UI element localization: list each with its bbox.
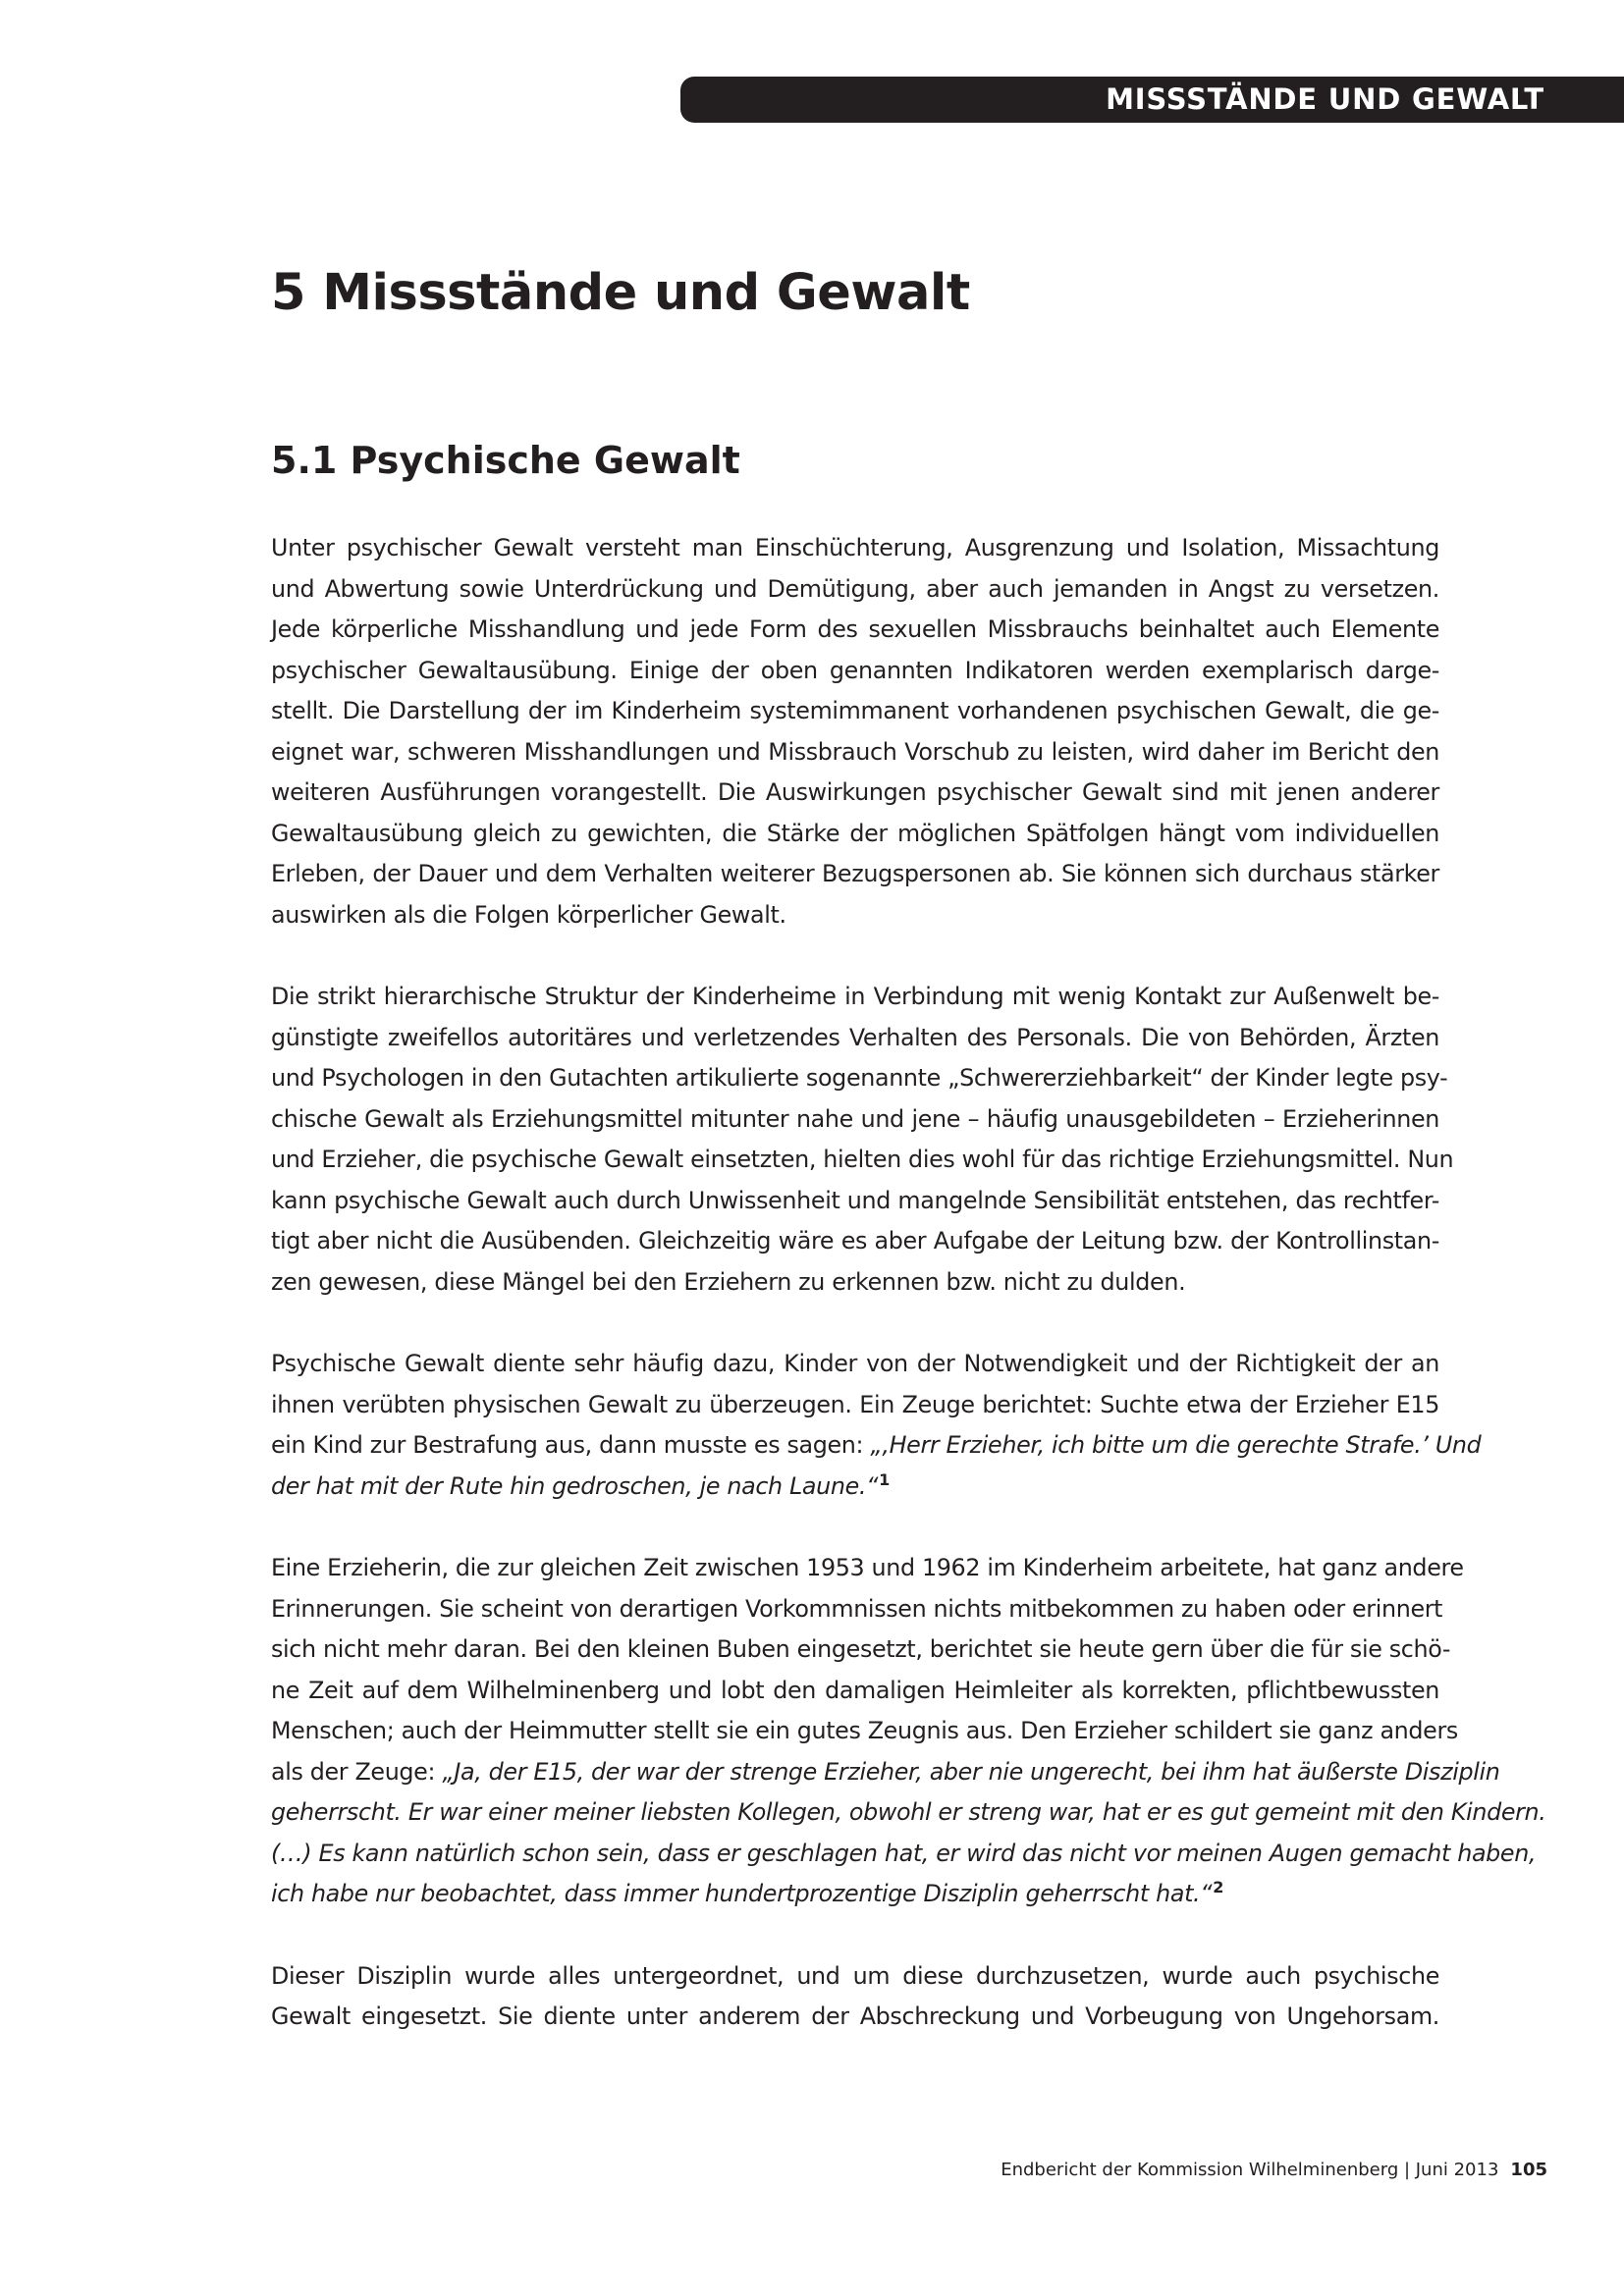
running-header-title: MISSSTÄNDE UND GEWALT <box>1106 82 1544 116</box>
quote-line: (…) Es kann natürlich schon sein, dass er geschlagen hat, er wird das nicht vor meinen Augen gemacht haben, <box>271 1839 1537 1867</box>
text-line: Die strikt hierarchische Struktur der Kinderheime in Verbindung mit wenig Kontakt zur Außenwelt be- <box>271 983 1439 1010</box>
paragraph-3 <box>271 1344 1482 1507</box>
text-line: Gewaltausübung gleich zu gewichten, die Stärke der möglichen Spätfolgen hängt vom individuellen <box>271 819 1439 847</box>
text-line-with-quote <box>271 1467 1439 1508</box>
text-line-with-quote <box>271 1874 1439 1915</box>
text-line-with-quote <box>271 1425 1482 1467</box>
text-line: eignet war, schweren Misshandlungen und Missbrauch Vorschub zu leisten, wird daher im Bericht den <box>271 737 1439 766</box>
running-header-bar <box>680 77 1624 123</box>
footnote-ref[interactable]: 2 <box>1213 1878 1224 1896</box>
chapter-title: 5 Missstände und Gewalt <box>271 264 970 322</box>
text-line: Menschen; auch der Heimmutter stellt sie ein gutes Zeugnis aus. Den Erzieher schildert sie ganz anders <box>271 1717 1458 1744</box>
text-line: psychischer Gewaltausübung. Einige der oben genannten Indikatoren werden exemplarisch darge- <box>271 656 1439 684</box>
paragraph-1 <box>271 528 1439 935</box>
text-line: stellt. Die Darstellung der im Kinderheim systemimmanent vorhandenen psychischen Gewalt, die ge- <box>271 697 1439 724</box>
paragraph-4 <box>271 1548 1546 1915</box>
text-line: auswirken als die Folgen körperlicher Gewalt. <box>271 900 786 929</box>
text-line: Erleben, der Dauer und dem Verhalten weiterer Bezugspersonen ab. Sie können sich durchaus stärker <box>271 860 1439 887</box>
footer-text: Endbericht der Kommission Wilhelminenberg | Juni 2013 <box>1001 2160 1499 2180</box>
text-line: Dieser Disziplin wurde alles untergeordnet, und um diese durchzusetzen, wurde auch psychische <box>271 1961 1439 1990</box>
text-line: Unter psychischer Gewalt versteht man Einschüchterung, Ausgrenzung und Isolation, Missachtung <box>271 534 1439 561</box>
text-line: Eine Erzieherin, die zur gleichen Zeit zwischen 1953 und 1962 im Kinderheim arbeitete, hat ganz andere <box>271 1554 1464 1581</box>
text-line: und Abwertung sowie Unterdrückung und Demütigung, aber auch jemanden in Angst zu versetzen. <box>271 574 1439 603</box>
quote-text: der hat mit der Rute hin gedroschen, je nach Laune.“ <box>271 1471 879 1500</box>
quote-line: geherrscht. Er war einer meiner liebsten Kollegen, obwohl er streng war, hat er es gut gemeint mit den Kindern. <box>271 1798 1546 1826</box>
page-footer <box>1001 2157 1547 2184</box>
text-line: ihnen verübten physischen Gewalt zu überzeugen. Ein Zeuge berichtet: Suchte etwa der Erzieher E15 <box>271 1390 1439 1418</box>
text-line: Psychische Gewalt diente sehr häufig dazu, Kinder von der Notwendigkeit und der Richtigkeit der an <box>271 1350 1439 1377</box>
paragraph-5 <box>271 1956 1439 2038</box>
text-line-with-quote <box>271 1752 1500 1793</box>
text-line: und Psychologen in den Gutachten artikulierte sogenannte „Schwererziehbarkeit“ der Kinder legte psy- <box>271 1064 1448 1092</box>
text-line: tigt aber nicht die Ausübenden. Gleichzeitig wäre es aber Aufgabe der Leitung bzw. der Kontrollinstan- <box>271 1227 1439 1255</box>
text-line: günstigte zweifellos autoritäres und verletzendes Verhalten des Personals. Die von Behörden, Ärzten <box>271 1023 1439 1051</box>
text-line: weiteren Ausführungen vorangestellt. Die Auswirkungen psychischer Gewalt sind mit jenen anderer <box>271 778 1439 806</box>
text-line: zen gewesen, diese Mängel bei den Erziehern zu erkennen bzw. nicht zu dulden. <box>271 1267 1186 1296</box>
text-segment: ein Kind zur Bestrafung aus, dann musste es sagen: <box>271 1431 871 1459</box>
text-segment: als der Zeuge: <box>271 1757 443 1786</box>
text-line: kann psychische Gewalt auch durch Unwissenheit und mangelnde Sensibilität entstehen, das rechtfer- <box>271 1186 1439 1214</box>
footnote-ref[interactable]: 1 <box>879 1469 890 1489</box>
text-line: chische Gewalt als Erziehungsmittel mitunter nahe und jene – häufig unausgebildeten – Erzieherinnen <box>271 1104 1439 1133</box>
paragraph-2 <box>271 977 1454 1303</box>
section-title: 5.1 Psychische Gewalt <box>271 439 740 482</box>
text-line: ne Zeit auf dem Wilhelminenberg und lobt den damaligen Heimleiter als korrekten, pflichtbewussten <box>271 1676 1439 1704</box>
text-line: Erinnerungen. Sie scheint von derartigen Vorkommnissen nichts mitbekommen zu haben oder erinnert <box>271 1594 1443 1623</box>
text-line: sich nicht mehr daran. Bei den kleinen Buben eingesetzt, berichtet sie heute gern über die für sie schö- <box>271 1635 1451 1663</box>
quote-text: ich habe nur beobachtet, dass immer hundertprozentige Disziplin geherrscht hat.“ <box>271 1880 1213 1907</box>
page-number: 105 <box>1510 2160 1547 2180</box>
body-text <box>271 528 1546 2038</box>
text-line: und Erzieher, die psychische Gewalt einsetzten, hielten dies wohl für das richtige Erziehungsmittel. Nun <box>271 1146 1454 1173</box>
text-line: Gewalt eingesetzt. Sie diente unter anderem der Abschreckung und Vorbeugung von Ungehorsam. <box>271 2002 1439 2030</box>
quote-text: „Ja, der E15, der war der strenge Erzieher, aber nie ungerecht, bei ihm hat äußerste Disziplin <box>442 1757 1500 1786</box>
text-line: Jede körperliche Misshandlung und jede Form des sexuellen Missbrauchs beinhaltet auch Elemente <box>271 615 1439 643</box>
quote-text: „‚Herr Erzieher, ich bitte um die gerechte Strafe.’ Und <box>870 1431 1482 1459</box>
